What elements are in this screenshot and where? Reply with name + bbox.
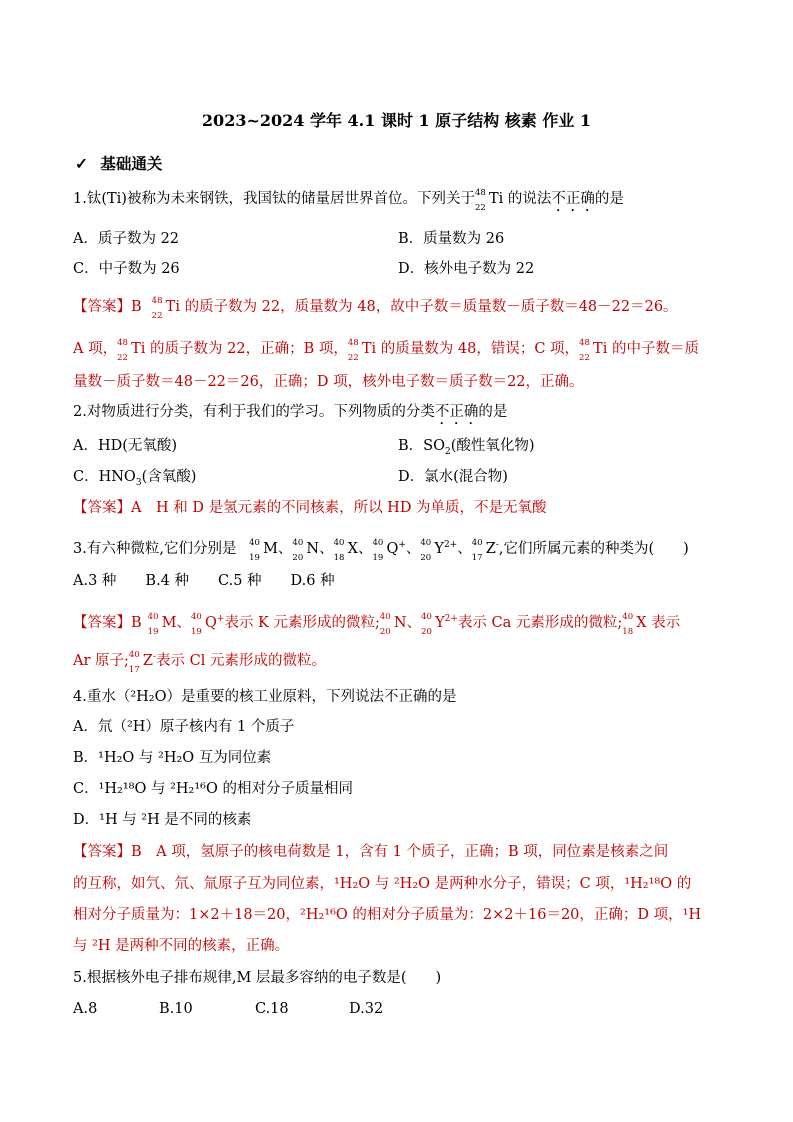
- q2-option-c: C．$HNO_3$(含氧酸): [73, 469, 197, 488]
- q1-option-a: A．质子数为 22: [73, 231, 180, 247]
- question-5-stem: 5.根据核外电子排布规律,M 层最多容纳的电子数是( ): [73, 970, 442, 986]
- section-heading: [75, 152, 162, 174]
- q3-answer-line-1: 【答案】B 40 19 M、 40 19 Q+表示 K 元素形成的微粒; 40 20 N、 40 20 $Y^{2+}$表示 Ca 元素形成的微粒; 40 18 X 表示: [73, 611, 681, 637]
- q2-option-a: A．HD(无氧酸): [73, 438, 178, 454]
- page-title: 2023~2024 学年 4.1 课时 1 原子结构 核素 作业 1: [201, 111, 592, 130]
- q4-option-b: B．¹H₂O 与 ²H₂O 互为同位素: [73, 750, 272, 766]
- q3-options: A.3 种 B.4 种 C.5 种 D.6 种: [73, 573, 335, 589]
- q5-option-c: C.18: [255, 1001, 289, 1017]
- q4-option-d: D．¹H 与 ²H 是不同的核素: [73, 812, 252, 828]
- q3-particle-0: 40 19: [249, 537, 260, 563]
- q1-option-b: B．质量数为 26: [398, 231, 505, 247]
- question-1-stem: 1.钛(Ti)被称为未来钢铁，我国钛的储量居世界首位。下列关于 48 22 Ti 的说法不正确的是: [73, 188, 624, 213]
- question-2-stem: 2.对物质进行分类，有利于我们的学习。下列物质的分类不正确的是: [73, 404, 508, 420]
- q4-answer-line-2: 的互称，如氕、氘、氚原子互为同位素，¹H₂O 与 ²H₂O 是两种水分子，错误；C 项，¹H₂¹⁸O 的: [73, 876, 692, 892]
- q5-option-b: B.10: [159, 1001, 193, 1017]
- q3-answer-line-2: Ar 原子; 40 17 Z-表示 Cl 元素形成的微粒。: [73, 649, 326, 675]
- q3-particle-4: 40 20: [420, 537, 432, 563]
- q3-particle-3: 40 19: [372, 537, 384, 563]
- q4-answer-line-3: 相对分子质量为：1×2＋18＝20，²H₂¹⁶O 的相对分子质量为：2×2＋16＝20，正确；D 项，¹H: [73, 907, 702, 923]
- q4-answer-line-1: 【答案】B A 项，氢原子的核电荷数是 1，含有 1 个质子，正确；B 项，同位素是核素之间: [73, 844, 669, 860]
- q5-options: [73, 1000, 383, 1018]
- q2-option-b: B．$SO_2$(酸性氧化物): [398, 438, 535, 457]
- q4-answer-line-4: 与 ²H 是两种不同的核素，正确。: [73, 938, 290, 954]
- q5-option-d: D.32: [349, 1001, 384, 1017]
- q1-answer-line-2: A 项， 48 22 Ti 的质子数为 22，正确；B 项， 48 22 Ti 的质量数为 48，错误；C 项， 48 22 Ti 的中子数＝质: [73, 338, 699, 363]
- checkmark-icon: ✓: [75, 154, 88, 173]
- q1-answer-line-1: 【答案】B 48 22 Ti 的质子数为 22，质量数为 48，故中子数＝质量数－质子数＝48－22＝26。: [73, 296, 678, 321]
- question-3-stem: 3.有六种微粒,它们分别是 40 19 M、 40 20 N、 40 18 X、 40 19 Q+、 40 20 $Y^{2+}$、 40 17 Z-,它们所属元素的种类为( ): [73, 537, 689, 563]
- q4-option-c: C．¹H₂¹⁸O 与 ²H₂¹⁶O 的相对分子质量相同: [73, 781, 353, 797]
- q3-particle-5: 40 17: [471, 537, 483, 563]
- q2-option-d: D．氯水(混合物): [398, 469, 508, 485]
- q1-answer-line-3: 量数－质子数＝48－22＝26，正确；D 项，核外电子数＝质子数＝22，正确。: [73, 374, 584, 390]
- section-label: 基础通关: [100, 154, 163, 173]
- q2-answer: 【答案】A H 和 D 是氢元素的不同核素，所以 HD 为单质，不是无氧酸: [73, 500, 547, 516]
- q4-option-a: A．氘（²H）原子核内有 1 个质子: [73, 719, 295, 735]
- q1-option-c: C．中子数为 26: [73, 261, 180, 277]
- q3-particle-2: 40 18: [333, 537, 345, 563]
- q3-particle-1: 40 20: [292, 537, 304, 563]
- q5-option-a: A.8: [73, 1001, 98, 1017]
- q1-option-d: D．核外电子数为 22: [398, 261, 535, 277]
- question-4-stem: 4.重水（²H₂O）是重要的核工业原料，下列说法不正确的是: [73, 689, 457, 705]
